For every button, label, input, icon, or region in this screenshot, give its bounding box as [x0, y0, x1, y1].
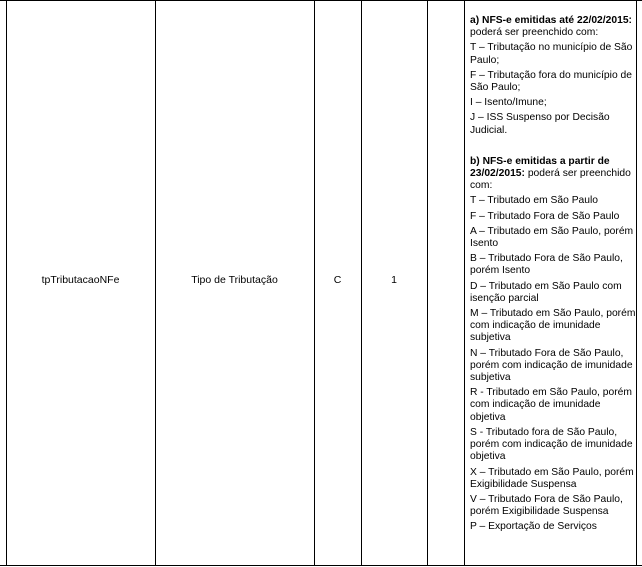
section-b-item: A – Tributado em São Paulo, porém Isento: [470, 225, 634, 250]
col-border: [636, 0, 637, 566]
section-a-item: I – Isento/Imune;: [470, 97, 547, 109]
cell-description: [155, 0, 314, 566]
section-b-item: P – Exportação de Serviços: [470, 521, 597, 533]
section-a-suffix: poderá ser preenchido com:: [470, 27, 599, 39]
section-b-item: B – Tributado Fora de São Paulo, porém Isento: [470, 253, 623, 277]
field-name: tpTributacaoNFe: [41, 274, 120, 286]
cell-field-name: [6, 0, 155, 566]
section-b-item: F – Tributado Fora de São Paulo: [470, 210, 620, 222]
section-b-item: R - Tributado em São Paulo, porém com indicação de imunidade objetiva: [470, 387, 632, 423]
col-border: [464, 0, 465, 566]
section-spacer: [470, 140, 636, 156]
section-a-item: T – Tributação no município de São Paulo;: [470, 42, 633, 66]
section-b-heading: b) NFS-e emitidas a partir de 23/02/2015:: [470, 155, 610, 180]
section-b-item: T – Tributado em São Paulo: [470, 195, 599, 207]
section-b-item: D – Tributado em São Paulo com isenção parcial: [470, 280, 622, 304]
section-b-item: V – Tributado Fora de São Paulo, porém Exigibilidade Suspensa: [470, 493, 623, 518]
cell-notes: [470, 15, 636, 537]
section-a-intro: [470, 15, 636, 39]
field-description: Tipo de Tributação: [191, 274, 278, 286]
section-b-item: M – Tributado em São Paulo, porém com indicação de imunidade subjetiva: [470, 308, 636, 344]
section-a-heading: a) NFS-e emitidas até 22/02/2015:: [470, 15, 632, 26]
cell-type: [314, 0, 361, 566]
cell-occurrence: [427, 0, 464, 566]
section-b-suffix: poderá ser preenchido com:: [470, 168, 631, 192]
cell-size: [361, 0, 427, 566]
field-size: 1: [391, 274, 397, 286]
section-b-intro: [470, 156, 636, 193]
section-b-item: S - Tributado fora de São Paulo, porém com indicação de imunidade objetiva: [470, 426, 633, 463]
section-a-item: F – Tributação fora do município de São Paulo;: [470, 69, 632, 94]
field-type: C: [333, 274, 342, 286]
section-a-item: J – ISS Suspenso por Decisão Judicial.: [470, 112, 610, 136]
section-b-item: N – Tributado Fora de São Paulo, porém com indicação de imunidade subjetiva: [470, 347, 633, 384]
section-b-item: X – Tributado em São Paulo, porém Exigibilidade Suspensa: [470, 466, 634, 490]
